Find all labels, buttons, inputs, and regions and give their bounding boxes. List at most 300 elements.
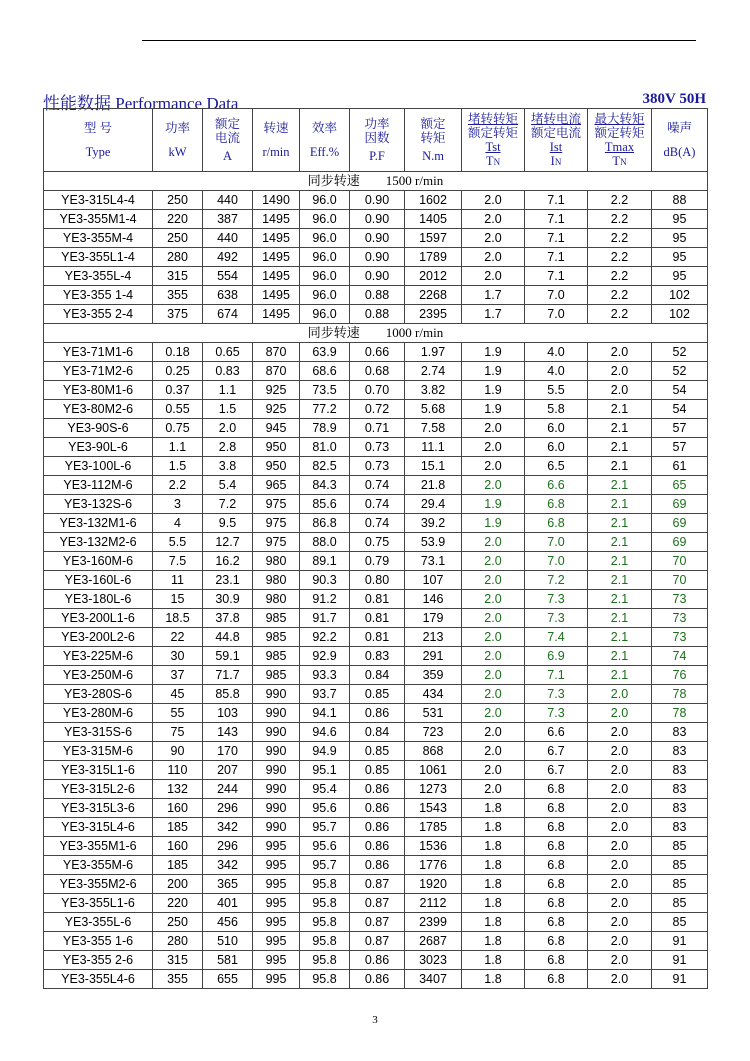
header-noise-en: dB(A) xyxy=(663,145,696,159)
table-cell: 1061 xyxy=(405,761,462,780)
table-cell: 75 xyxy=(153,723,203,742)
table-cell: 6.8 xyxy=(525,818,588,837)
table-cell: 2.0 xyxy=(588,932,652,951)
table-cell: 160 xyxy=(153,799,203,818)
table-cell: 96.0 xyxy=(300,210,350,229)
table-cell: 985 xyxy=(253,628,300,647)
table-cell: YE3-280S-6 xyxy=(44,685,153,704)
header-row xyxy=(44,109,708,172)
table-cell: 280 xyxy=(153,248,203,267)
table-cell: YE3-200L2-6 xyxy=(44,628,153,647)
table-cell: 554 xyxy=(203,267,253,286)
table-cell: 975 xyxy=(253,533,300,552)
table-cell: 7.0 xyxy=(525,533,588,552)
table-cell: 6.0 xyxy=(525,419,588,438)
header-current xyxy=(203,109,253,172)
table-cell: 95.8 xyxy=(300,913,350,932)
table-cell: 160 xyxy=(153,837,203,856)
section-label: 同步转速 1000 r/min xyxy=(44,324,708,343)
performance-table xyxy=(43,108,708,989)
table-cell: 985 xyxy=(253,647,300,666)
table-cell: 1273 xyxy=(405,780,462,799)
table-cell: 0.90 xyxy=(350,267,405,286)
table-cell: 5.8 xyxy=(525,400,588,419)
table-cell: 37 xyxy=(153,666,203,685)
table-cell: 6.8 xyxy=(525,913,588,932)
table-row xyxy=(44,229,708,248)
table-cell: 220 xyxy=(153,894,203,913)
table-cell: 2.8 xyxy=(203,438,253,457)
table-cell: 0.90 xyxy=(350,191,405,210)
table-cell: 94.1 xyxy=(300,704,350,723)
table-cell: 1789 xyxy=(405,248,462,267)
table-cell: 950 xyxy=(253,438,300,457)
table-cell: 0.81 xyxy=(350,628,405,647)
table-row xyxy=(44,818,708,837)
table-cell: 2.0 xyxy=(588,343,652,362)
table-cell: 2.1 xyxy=(588,571,652,590)
table-cell: 6.8 xyxy=(525,932,588,951)
table-cell: 1.8 xyxy=(462,951,525,970)
table-cell: 2.0 xyxy=(588,799,652,818)
table-cell: 0.81 xyxy=(350,590,405,609)
table-cell: 990 xyxy=(253,742,300,761)
table-cell: 9.5 xyxy=(203,514,253,533)
table-cell: 185 xyxy=(153,818,203,837)
table-cell: YE3-315M-6 xyxy=(44,742,153,761)
table-cell: 965 xyxy=(253,476,300,495)
header-tst-den xyxy=(462,154,524,169)
table-cell: 2.0 xyxy=(588,913,652,932)
table-cell: 95.6 xyxy=(300,799,350,818)
section-label: 同步转速 1500 r/min xyxy=(44,172,708,191)
table-cell: 90.3 xyxy=(300,571,350,590)
table-cell: 44.8 xyxy=(203,628,253,647)
table-row xyxy=(44,381,708,400)
table-cell: 57 xyxy=(652,419,708,438)
header-torque-en: N.m xyxy=(422,149,444,163)
table-cell: 83 xyxy=(652,780,708,799)
table-cell: 2.0 xyxy=(462,191,525,210)
header-tst-den-sub: N xyxy=(493,156,501,167)
table-cell: 2.1 xyxy=(588,628,652,647)
table-cell: 7.2 xyxy=(203,495,253,514)
table-cell: 925 xyxy=(253,400,300,419)
table-cell: 0.74 xyxy=(350,476,405,495)
table-cell: 1785 xyxy=(405,818,462,837)
table-cell: 110 xyxy=(153,761,203,780)
header-tmax-den-main: T xyxy=(612,153,621,168)
table-cell: 96.0 xyxy=(300,286,350,305)
table-cell: 6.8 xyxy=(525,856,588,875)
table-cell: 2.0 xyxy=(462,780,525,799)
table-cell: 95.6 xyxy=(300,837,350,856)
table-cell: 2.0 xyxy=(588,685,652,704)
table-cell: 2.0 xyxy=(462,590,525,609)
table-cell: 89.1 xyxy=(300,552,350,571)
table-cell: 2.2 xyxy=(153,476,203,495)
table-cell: 6.9 xyxy=(525,647,588,666)
table-cell: 2.1 xyxy=(588,666,652,685)
table-cell: 995 xyxy=(253,894,300,913)
table-cell: 170 xyxy=(203,742,253,761)
table-cell: 1.8 xyxy=(462,875,525,894)
table-cell: 0.88 xyxy=(350,305,405,324)
table-cell: 63.9 xyxy=(300,343,350,362)
table-cell: 85 xyxy=(652,875,708,894)
table-row xyxy=(44,495,708,514)
table-cell: 0.85 xyxy=(350,761,405,780)
table-cell: 1.8 xyxy=(462,856,525,875)
table-cell: 0.87 xyxy=(350,913,405,932)
table-cell: 2.0 xyxy=(588,723,652,742)
table-cell: 53.9 xyxy=(405,533,462,552)
table-cell: 1.8 xyxy=(462,932,525,951)
table-cell: YE3-355 1-6 xyxy=(44,932,153,951)
table-cell: 71.7 xyxy=(203,666,253,685)
table-cell: 2.2 xyxy=(588,248,652,267)
table-cell: 143 xyxy=(203,723,253,742)
table-cell: 1.1 xyxy=(203,381,253,400)
table-cell: 342 xyxy=(203,856,253,875)
table-cell: 78.9 xyxy=(300,419,350,438)
table-cell: 59.1 xyxy=(203,647,253,666)
table-cell: 7.1 xyxy=(525,229,588,248)
table-cell: 2.2 xyxy=(588,286,652,305)
table-row xyxy=(44,267,708,286)
table-cell: 7.5 xyxy=(153,552,203,571)
table-cell: 81.0 xyxy=(300,438,350,457)
table-cell: 7.1 xyxy=(525,267,588,286)
table-cell: 950 xyxy=(253,457,300,476)
table-cell: 0.86 xyxy=(350,780,405,799)
table-cell: 1495 xyxy=(253,267,300,286)
table-cell: 96.0 xyxy=(300,191,350,210)
table-cell: 0.87 xyxy=(350,875,405,894)
table-cell: 0.73 xyxy=(350,438,405,457)
table-cell: 83 xyxy=(652,761,708,780)
table-cell: YE3-71M2-6 xyxy=(44,362,153,381)
table-row xyxy=(44,590,708,609)
table-cell: YE3-355L-4 xyxy=(44,267,153,286)
table-cell: 207 xyxy=(203,761,253,780)
table-cell: 103 xyxy=(203,704,253,723)
table-cell: 990 xyxy=(253,799,300,818)
header-tst-cn1: 堵转转矩 xyxy=(467,111,518,126)
header-torque-cn: 额定转矩 xyxy=(420,117,446,145)
table-cell: 0.75 xyxy=(153,419,203,438)
table-cell: 2.0 xyxy=(588,704,652,723)
table-cell: 0.73 xyxy=(350,457,405,476)
table-cell: 6.7 xyxy=(525,761,588,780)
table-cell: 387 xyxy=(203,210,253,229)
header-pf-cn: 功率因数 xyxy=(364,117,390,145)
table-cell: 52 xyxy=(652,343,708,362)
table-cell: 93.3 xyxy=(300,666,350,685)
table-cell: 995 xyxy=(253,932,300,951)
table-cell: YE3-315L3-6 xyxy=(44,799,153,818)
header-kw-cn: 功率 xyxy=(164,121,190,135)
table-cell: 0.86 xyxy=(350,970,405,989)
table-cell: 2.0 xyxy=(462,457,525,476)
table-cell: 7.3 xyxy=(525,590,588,609)
table-cell: YE3-160M-6 xyxy=(44,552,153,571)
table-cell: 6.8 xyxy=(525,837,588,856)
table-cell: YE3-90S-6 xyxy=(44,419,153,438)
header-tst-den-main: T xyxy=(485,153,494,168)
table-cell: 0.83 xyxy=(350,647,405,666)
table-cell: YE3-132M1-6 xyxy=(44,514,153,533)
table-cell: YE3-71M1-6 xyxy=(44,343,153,362)
table-cell: 30 xyxy=(153,647,203,666)
table-cell: 0.83 xyxy=(203,362,253,381)
table-cell: 12.7 xyxy=(203,533,253,552)
table-cell: 1.9 xyxy=(462,495,525,514)
table-cell: YE3-80M1-6 xyxy=(44,381,153,400)
table-cell: 975 xyxy=(253,514,300,533)
table-cell: 1.9 xyxy=(462,343,525,362)
table-cell: 2687 xyxy=(405,932,462,951)
table-cell: 4.0 xyxy=(525,343,588,362)
header-type-cn: 型 号 xyxy=(83,121,113,135)
table-row xyxy=(44,191,708,210)
table-cell: YE3-355M1-6 xyxy=(44,837,153,856)
table-cell: 6.5 xyxy=(525,457,588,476)
section-header-row xyxy=(44,324,708,343)
table-cell: 6.8 xyxy=(525,799,588,818)
table-cell: 0.75 xyxy=(350,533,405,552)
table-cell: 5.5 xyxy=(153,533,203,552)
table-cell: 11 xyxy=(153,571,203,590)
header-speed-cn: 转速 xyxy=(263,121,289,135)
table-cell: 2.0 xyxy=(462,628,525,647)
table-cell: 15 xyxy=(153,590,203,609)
table-cell: 4.0 xyxy=(525,362,588,381)
table-cell: YE3-112M-6 xyxy=(44,476,153,495)
header-kw xyxy=(153,109,203,172)
table-cell: 74 xyxy=(652,647,708,666)
table-cell: 925 xyxy=(253,381,300,400)
table-cell: 5.68 xyxy=(405,400,462,419)
header-tmax-ratio xyxy=(588,109,652,172)
table-cell: 440 xyxy=(203,229,253,248)
table-cell: 91.2 xyxy=(300,590,350,609)
table-row xyxy=(44,647,708,666)
header-current-en: A xyxy=(222,149,233,163)
table-cell: 0.87 xyxy=(350,932,405,951)
table-cell: YE3-315S-6 xyxy=(44,723,153,742)
table-cell: 2.1 xyxy=(588,609,652,628)
table-cell: 95.7 xyxy=(300,856,350,875)
table-cell: 2.0 xyxy=(462,267,525,286)
table-row xyxy=(44,533,708,552)
table-cell: 995 xyxy=(253,951,300,970)
table-cell: 95.4 xyxy=(300,780,350,799)
table-cell: 0.74 xyxy=(350,514,405,533)
table-cell: 980 xyxy=(253,571,300,590)
table-cell: 0.86 xyxy=(350,951,405,970)
table-cell: 2.0 xyxy=(462,666,525,685)
header-tmax-den xyxy=(588,154,651,169)
table-cell: 342 xyxy=(203,818,253,837)
table-cell: 315 xyxy=(153,951,203,970)
table-cell: 0.72 xyxy=(350,400,405,419)
table-cell: 1.9 xyxy=(462,400,525,419)
table-cell: 0.55 xyxy=(153,400,203,419)
table-cell: 1495 xyxy=(253,305,300,324)
table-cell: 1.1 xyxy=(153,438,203,457)
header-ist-cn1: 堵转电流 xyxy=(530,111,581,126)
table-cell: 674 xyxy=(203,305,253,324)
table-cell: 985 xyxy=(253,609,300,628)
table-cell: 1495 xyxy=(253,286,300,305)
table-cell: 870 xyxy=(253,343,300,362)
table-cell: 54 xyxy=(652,400,708,419)
table-row xyxy=(44,761,708,780)
table-cell: 531 xyxy=(405,704,462,723)
table-cell: 85 xyxy=(652,894,708,913)
table-row xyxy=(44,742,708,761)
table-cell: 0.25 xyxy=(153,362,203,381)
table-cell: YE3-315L2-6 xyxy=(44,780,153,799)
table-cell: 0.80 xyxy=(350,571,405,590)
table-cell: 2.1 xyxy=(588,514,652,533)
table-cell: 23.1 xyxy=(203,571,253,590)
table-cell: YE3-200L1-6 xyxy=(44,609,153,628)
table-cell: 990 xyxy=(253,818,300,837)
table-row xyxy=(44,970,708,989)
table-cell: 995 xyxy=(253,913,300,932)
table-cell: 7.1 xyxy=(525,191,588,210)
table-cell: 1.5 xyxy=(203,400,253,419)
table-cell: 492 xyxy=(203,248,253,267)
table-cell: 70 xyxy=(652,552,708,571)
table-cell: 2.0 xyxy=(462,552,525,571)
table-cell: 985 xyxy=(253,666,300,685)
header-ist-den-sub: N xyxy=(554,156,562,167)
table-cell: 434 xyxy=(405,685,462,704)
header-eff-en: Eff.% xyxy=(309,145,340,159)
table-cell: 6.0 xyxy=(525,438,588,457)
table-cell: 21.8 xyxy=(405,476,462,495)
table-row xyxy=(44,571,708,590)
table-cell: 315 xyxy=(153,267,203,286)
table-cell: 76 xyxy=(652,666,708,685)
table-row xyxy=(44,248,708,267)
table-cell: 1776 xyxy=(405,856,462,875)
table-cell: 213 xyxy=(405,628,462,647)
table-cell: 655 xyxy=(203,970,253,989)
table-cell: 2.2 xyxy=(588,210,652,229)
table-cell: 868 xyxy=(405,742,462,761)
table-cell: 440 xyxy=(203,191,253,210)
header-kw-en: kW xyxy=(168,145,187,159)
header-ist-cn2: 额定电流 xyxy=(530,125,581,140)
table-cell: 1602 xyxy=(405,191,462,210)
table-row xyxy=(44,419,708,438)
table-cell: YE3-90L-6 xyxy=(44,438,153,457)
header-noise xyxy=(652,109,708,172)
table-row xyxy=(44,704,708,723)
table-cell: 7.0 xyxy=(525,286,588,305)
header-tmax-num: Tmax xyxy=(604,139,635,154)
table-row xyxy=(44,476,708,495)
table-cell: 2012 xyxy=(405,267,462,286)
table-cell: 1.8 xyxy=(462,970,525,989)
header-torque xyxy=(405,109,462,172)
table-cell: 185 xyxy=(153,856,203,875)
table-row xyxy=(44,210,708,229)
table-row xyxy=(44,723,708,742)
table-cell: 995 xyxy=(253,875,300,894)
table-cell: 6.8 xyxy=(525,951,588,970)
table-cell: 52 xyxy=(652,362,708,381)
table-cell: 83 xyxy=(652,799,708,818)
table-cell: 85 xyxy=(652,837,708,856)
table-cell: 401 xyxy=(203,894,253,913)
table-cell: 2.1 xyxy=(588,495,652,514)
table-cell: 1.97 xyxy=(405,343,462,362)
table-cell: 2.0 xyxy=(588,951,652,970)
table-cell: 95.8 xyxy=(300,894,350,913)
table-row xyxy=(44,628,708,647)
table-cell: 0.84 xyxy=(350,666,405,685)
header-ist-ratio xyxy=(525,109,588,172)
header-tmax-den-sub: N xyxy=(620,156,627,167)
table-cell: 1495 xyxy=(253,229,300,248)
table-cell: 200 xyxy=(153,875,203,894)
table-cell: 1.8 xyxy=(462,913,525,932)
table-cell: 95 xyxy=(652,248,708,267)
table-cell: 95.8 xyxy=(300,932,350,951)
table-cell: 296 xyxy=(203,799,253,818)
header-ist-den xyxy=(525,154,587,169)
table-cell: 638 xyxy=(203,286,253,305)
header-tmax-cn2: 额定转矩 xyxy=(594,125,645,140)
table-cell: 146 xyxy=(405,590,462,609)
table-cell: 95.8 xyxy=(300,970,350,989)
table-cell: 7.3 xyxy=(525,704,588,723)
table-cell: 1536 xyxy=(405,837,462,856)
table-cell: 2.1 xyxy=(588,438,652,457)
table-cell: 68.6 xyxy=(300,362,350,381)
table-cell: 359 xyxy=(405,666,462,685)
table-cell: 0.90 xyxy=(350,229,405,248)
table-cell: YE3-355L4-6 xyxy=(44,970,153,989)
header-ist-den-main: I xyxy=(550,153,555,168)
table-cell: 456 xyxy=(203,913,253,932)
table-row xyxy=(44,875,708,894)
table-row xyxy=(44,837,708,856)
table-cell: 69 xyxy=(652,514,708,533)
table-cell: YE3-355L-6 xyxy=(44,913,153,932)
table-cell: 220 xyxy=(153,210,203,229)
table-cell: YE3-180L-6 xyxy=(44,590,153,609)
table-cell: 3407 xyxy=(405,970,462,989)
table-cell: 2.1 xyxy=(588,476,652,495)
table-cell: 3023 xyxy=(405,951,462,970)
table-cell: 7.58 xyxy=(405,419,462,438)
table-cell: 6.8 xyxy=(525,780,588,799)
table-cell: 1.8 xyxy=(462,894,525,913)
table-row xyxy=(44,780,708,799)
table-cell: 16.2 xyxy=(203,552,253,571)
table-cell: YE3-315L4-6 xyxy=(44,818,153,837)
table-cell: 22 xyxy=(153,628,203,647)
table-cell: 2399 xyxy=(405,913,462,932)
header-type-en: Type xyxy=(85,145,111,159)
table-row xyxy=(44,856,708,875)
